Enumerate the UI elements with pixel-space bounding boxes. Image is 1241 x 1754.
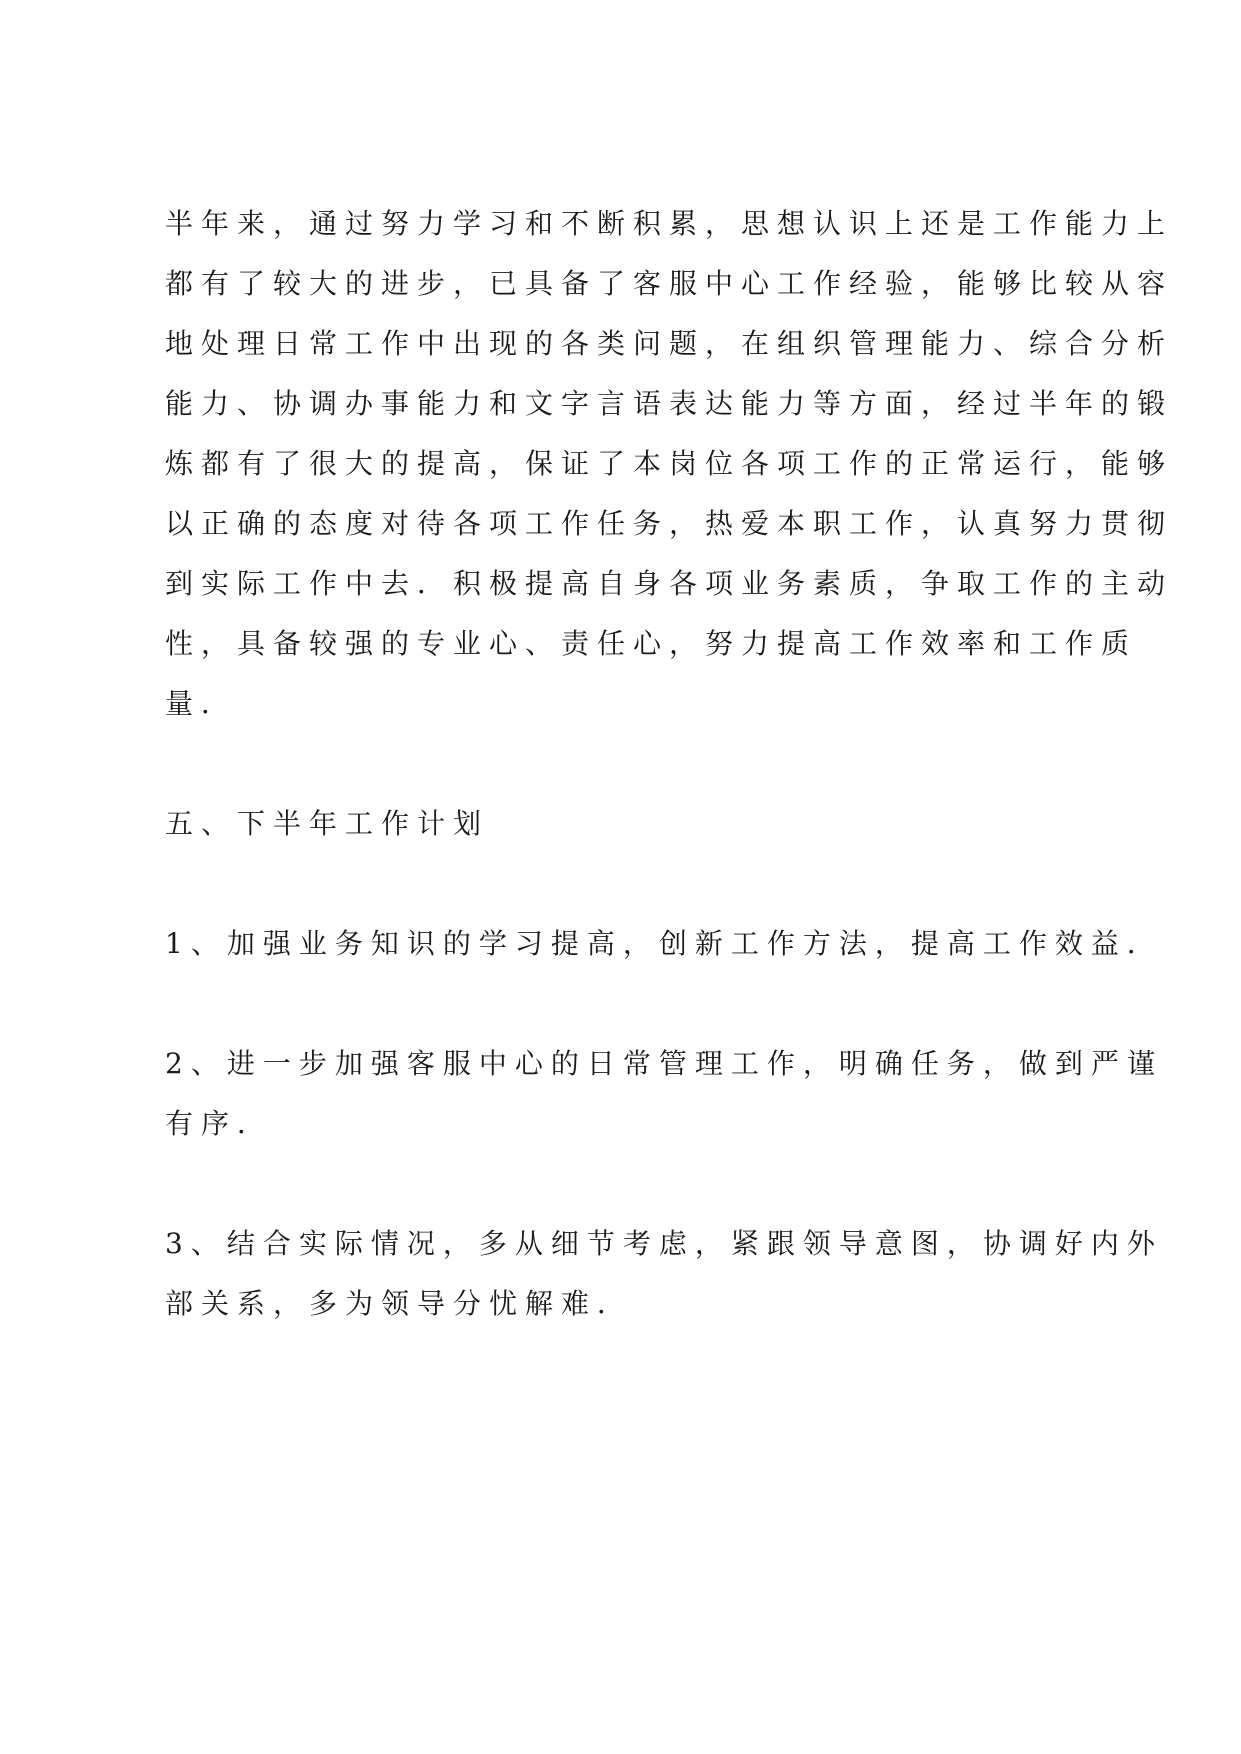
- plan-item-1: 1、加强业务知识的学习提高，创新工作方法，提高工作效益．: [165, 927, 1163, 960]
- plan-item-2: 2、进一步加强客服中心的日常管理工作，明确任务，做到严谨: [165, 1047, 1163, 1080]
- paragraph-line: 半年来，通过努力学习和不断积累，思想认识上还是工作能力上: [165, 207, 1174, 240]
- paragraph-line: 性，具备较强的专业心、责任心，努力提高工作效率和工作质: [165, 627, 1138, 660]
- plan-item-3: 3、结合实际情况，多从细节考虑，紧跟领导意图，协调好内外: [165, 1227, 1163, 1260]
- plan-item-2-continued: 有序．: [165, 1107, 274, 1140]
- paragraph-line: 都有了较大的进步，已具备了客服中心工作经验，能够比较从容: [165, 267, 1174, 300]
- paragraph-line: 以正确的态度对待各项工作任务，热爱本职工作，认真努力贯彻: [165, 507, 1174, 540]
- section-heading: 五、下半年工作计划: [165, 807, 490, 840]
- plan-item-3-continued: 部关系，多为领导分忧解难．: [165, 1287, 634, 1320]
- paragraph-line: 炼都有了很大的提高，保证了本岗位各项工作的正常运行，能够: [165, 447, 1174, 480]
- paragraph-line: 能力、协调办事能力和文字言语表达能力等方面，经过半年的锻: [165, 387, 1174, 420]
- paragraph-line: 地处理日常工作中出现的各类问题，在组织管理能力、综合分析: [165, 327, 1174, 360]
- paragraph-line: 量．: [165, 687, 238, 720]
- paragraph-line: 到实际工作中去．积极提高自身各项业务素质，争取工作的主动: [165, 567, 1174, 600]
